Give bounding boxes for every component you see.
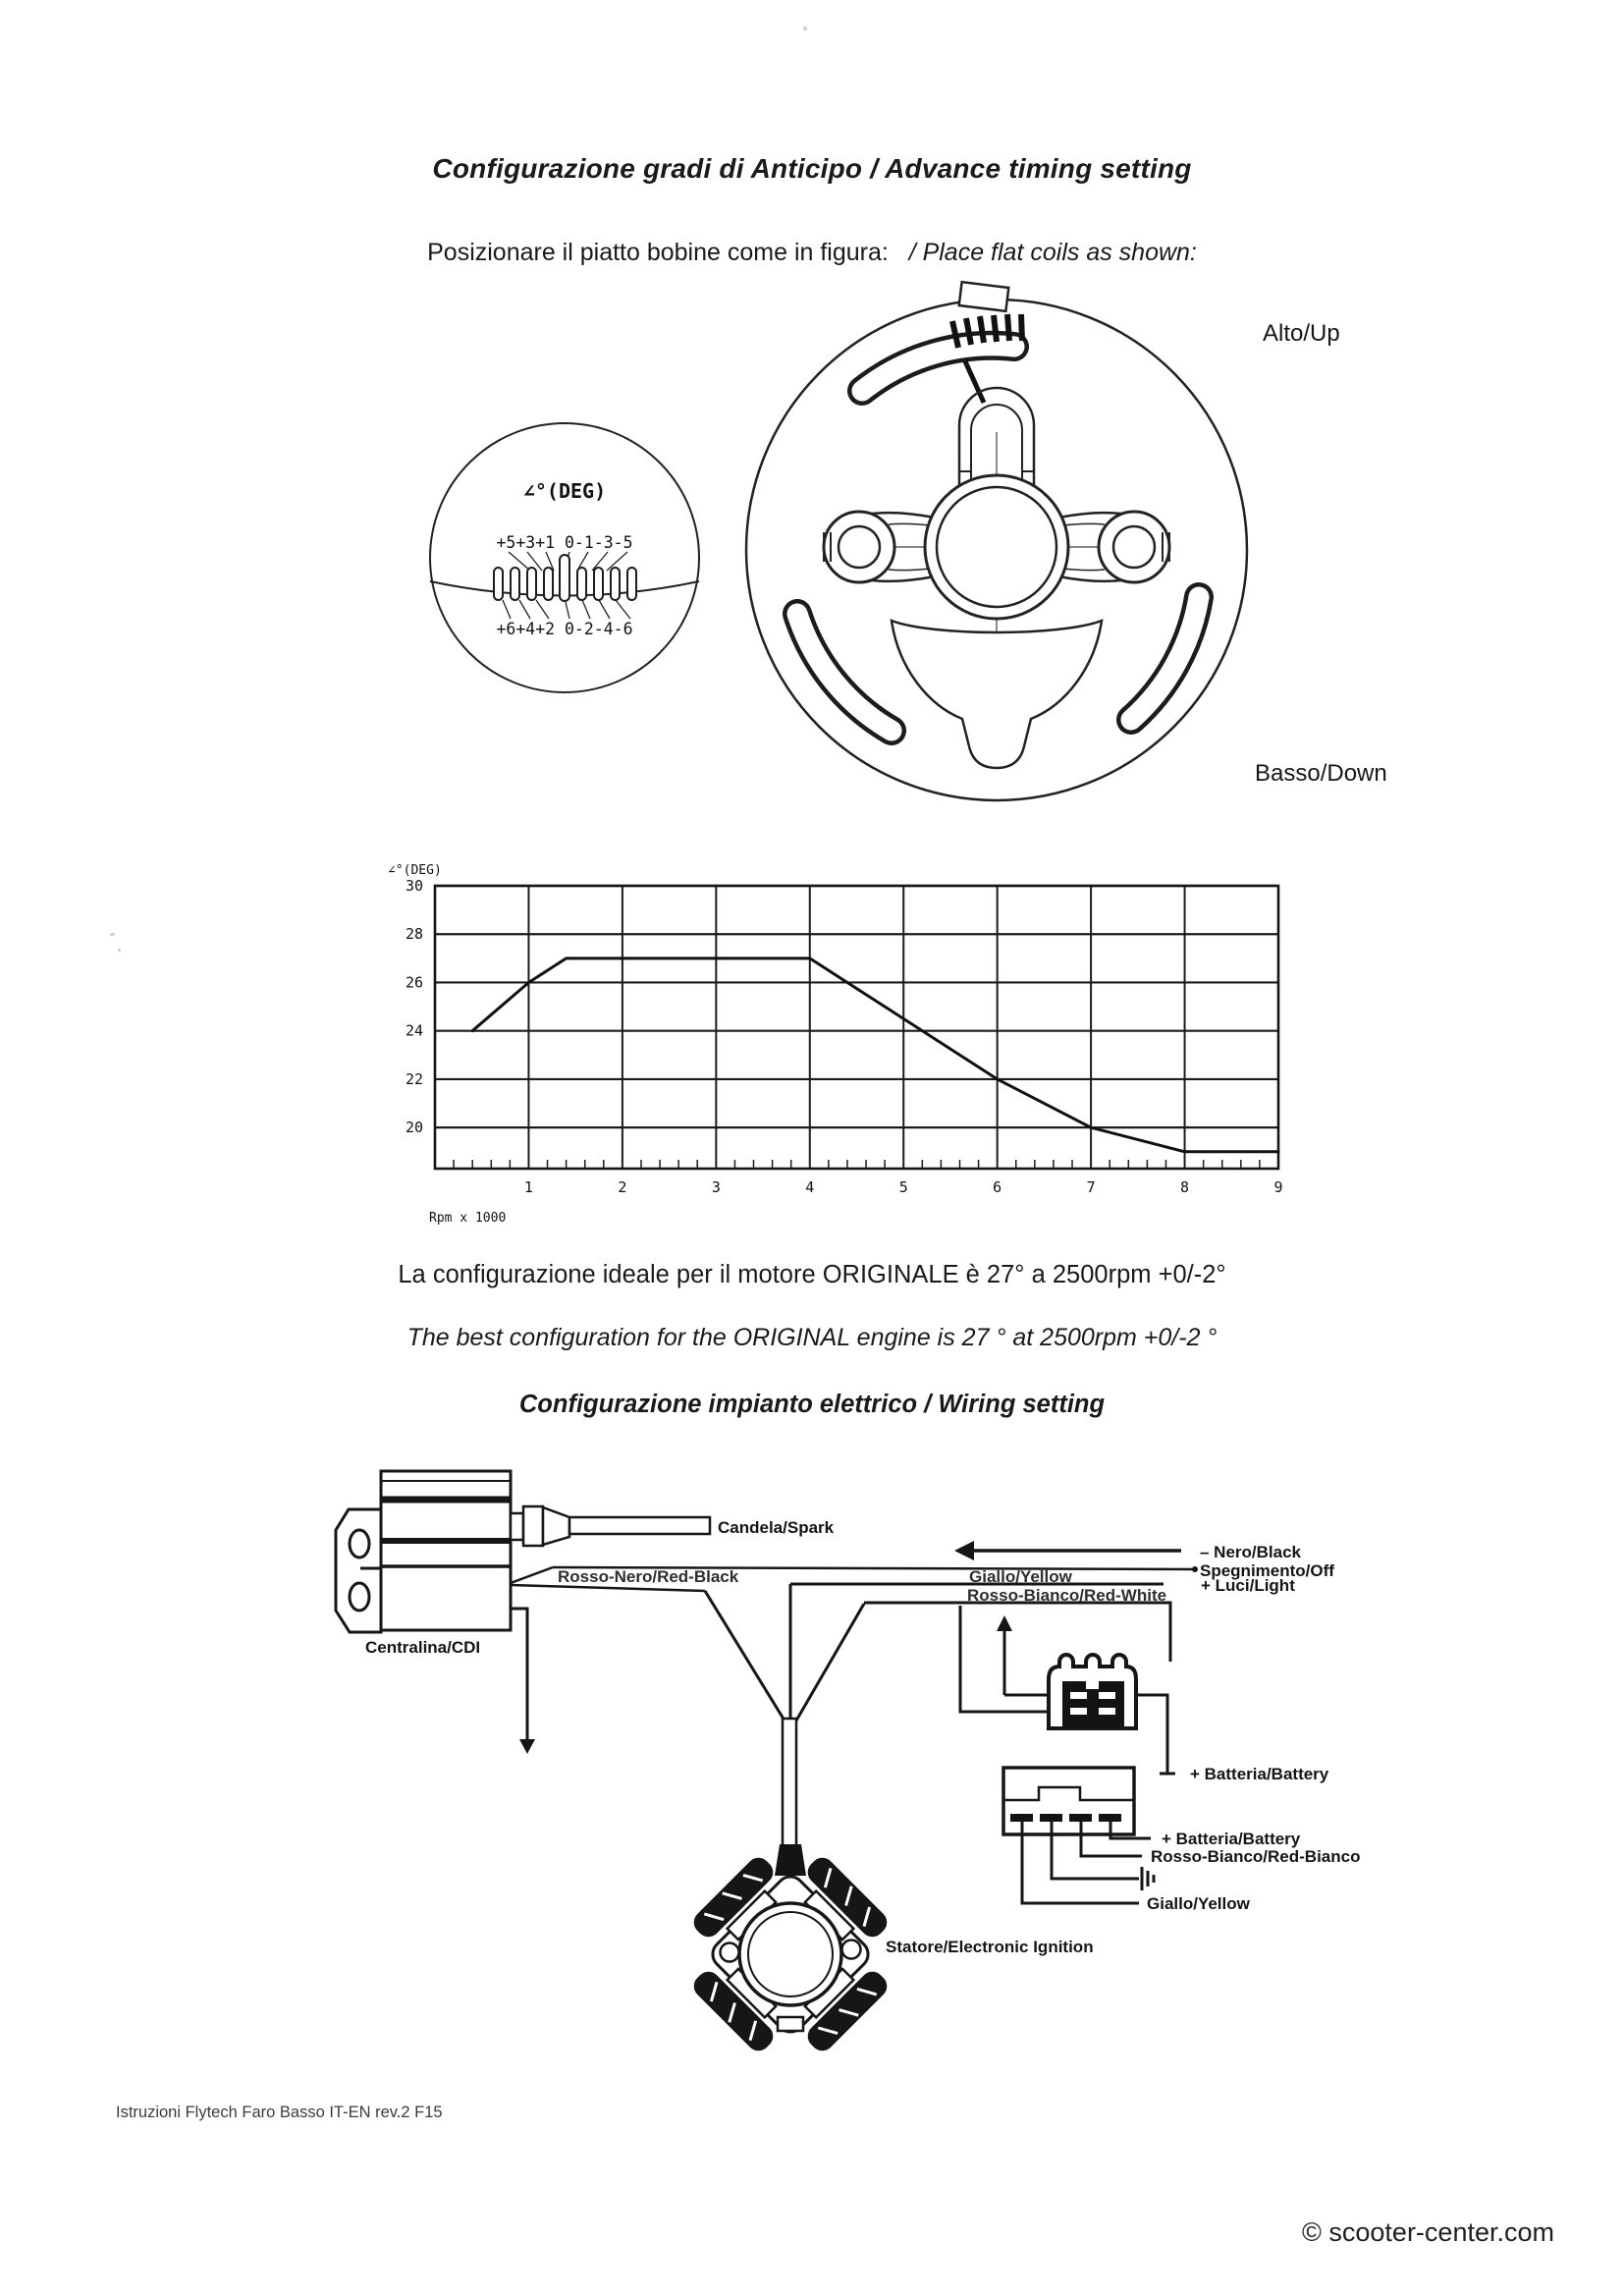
label-alto-up: Alto/Up [1263,320,1340,347]
lights-arrow [997,1615,1012,1631]
label-yellow-pin: Giallo/Yellow [1147,1894,1250,1913]
chart-y-axis-label: ∠°(DEG) [388,863,442,878]
y-tick-label: 22 [405,1069,423,1088]
subtitle-english: / Place flat coils as shown: [908,239,1197,266]
spark-lead [511,1506,710,1546]
x-tick-label: 3 [711,1178,721,1196]
label-cdi: Centralina/CDI [365,1638,481,1657]
advance-curve [472,958,1278,1152]
label-stator: Statore/Electronic Ignition [886,1938,1094,1956]
y-tick-label: 20 [405,1119,423,1137]
label-battery-feed: + Batteria/Battery [1190,1765,1329,1783]
x-tick-label: 8 [1180,1178,1190,1196]
label-basso-down: Basso/Down [1255,760,1387,787]
wiring-diagram [295,1453,1394,2062]
scan-speck [110,933,115,936]
cdi-ground-wire [511,1609,535,1754]
stator [689,1853,892,2055]
x-tick-label: 5 [898,1178,908,1196]
label-spark: Candela/Spark [718,1518,835,1537]
subtitle-italian: Posizionare il piatto bobine come in figura: [427,239,889,266]
x-tick-label: 2 [618,1178,627,1196]
degree-scale-figure [422,417,707,702]
label-red-white: Rosso-Bianco/Red-White [967,1586,1167,1605]
label-red-white-pin: Rosso-Bianco/Red-Bianco [1151,1847,1361,1866]
x-tick-label: 7 [1086,1178,1096,1196]
stator-plate-figure [727,275,1276,825]
lower-coil [892,621,1102,768]
cdi-unit [336,1471,511,1632]
label-yellow: Giallo/Yellow [969,1567,1072,1586]
label-black: – Nero/Black [1200,1543,1301,1561]
page-title: Configurazione gradi di Anticipo / Advance timing setting [432,153,1192,184]
x-tick-label: 4 [805,1178,815,1196]
harness [705,1584,864,1846]
scan-speck [118,949,121,952]
ideal-config-note-en: The best configuration for the ORIGINAL engine is 27 ° at 2500rpm +0/-2 ° [406,1324,1218,1351]
label-off: Spegnimento/Off [1200,1561,1334,1580]
label-light: + Luci/Light [1201,1576,1295,1595]
chart-x-axis-label: Rpm x 1000 [429,1211,507,1226]
page-subtitle [0,239,1624,267]
reference-tab [959,282,1009,311]
wiring-section-title: Configurazione impianto elettrico / Wiring setting [518,1391,1106,1418]
regulator [1049,1655,1136,1728]
ground-symbol [1142,1867,1154,1890]
y-tick-label: 30 [405,877,423,895]
copyright-notice: © scooter-center.com [1302,2217,1554,2247]
y-tick-label: 28 [405,925,423,944]
x-tick-label: 9 [1273,1178,1283,1196]
x-tick-label: 1 [523,1178,533,1196]
label-battery-pin: + Batteria/Battery [1162,1830,1301,1848]
upper-scale-label: +5+3+1 0-1-3-5 [496,533,633,552]
black-wire [954,1541,1181,1560]
label-red-black: Rosso-Nero/Red-Black [558,1567,739,1586]
hub [824,475,1169,619]
scan-speck [803,27,807,30]
y-tick-label: 24 [405,1021,423,1040]
degree-unit-label: ∠°(DEG) [522,479,607,503]
lower-scale-label: +6+4+2 0-2-4-6 [496,620,633,638]
scale-ticks [494,555,636,601]
y-tick-label: 26 [405,973,423,992]
harness-connector [775,1844,806,1876]
document-reference: Istruzioni Flytech Faro Basso IT-EN rev.2 F15 [116,2104,443,2121]
advance-timing-chart [386,852,1299,1240]
x-tick-label: 6 [993,1178,1002,1196]
ideal-config-note-it: La configurazione ideale per il motore ORIGINALE è 27° a 2500rpm +0/-2° [398,1261,1226,1288]
